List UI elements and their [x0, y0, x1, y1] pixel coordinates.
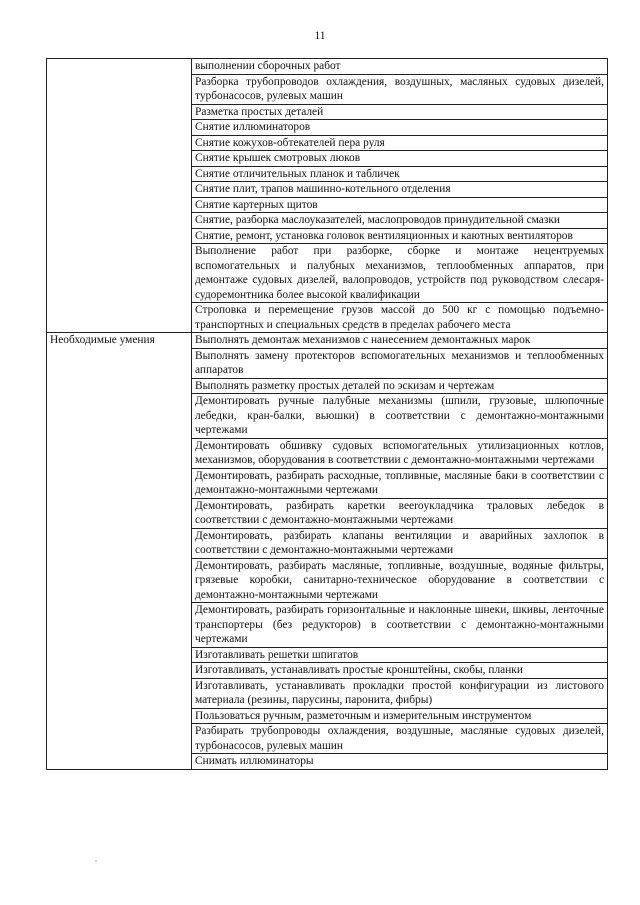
requirement-item: Выполнение работ при разборке, сборке и монтаже нецентруемых вспомогательных и палубных механизмов, теплообменных аппаратов, при демонтаже судовых дизелей, валопроводов, устройств под руководством слесаря-судоремонтника более высокой квалификации: [192, 244, 608, 303]
requirement-item: Снятие, разборка маслоуказателей, маслопроводов принудительной смазки: [192, 213, 608, 229]
requirement-item: Демонтировать, разбирать каретки вееroукладчика траловых лебедок в соответствии с демонтажно-монтажными чертежами: [192, 498, 608, 528]
page-number: 11: [314, 30, 326, 42]
requirements-table: [46, 58, 608, 770]
requirement-item: Разметка простых деталей: [192, 104, 608, 120]
requirement-item: Демонтировать ручные палубные механизмы (шпили, грузовые, шлюпочные лебедки, кран-балки, вьюшки) в соответствии с демонтажно-монтажными чертежами: [192, 394, 608, 439]
table-row: [47, 59, 608, 75]
requirement-item: Снятие, ремонт, установка головок вентиляционных и каютных вентиляторов: [192, 228, 608, 244]
requirement-item: Снятие отличительных планок и табличек: [192, 166, 608, 182]
section-label: Необходимые умения: [47, 333, 192, 770]
scan-speck: [95, 860, 97, 862]
requirement-item: Снятие картерных щитов: [192, 197, 608, 213]
requirement-item: Снятие кожухов-обтекателей пера руля: [192, 135, 608, 151]
requirement-item: Пользоваться ручным, разметочным и измерительным инструментом: [192, 708, 608, 724]
requirement-item: Изготавливать, устанавливать простые кронштейны, скобы, планки: [192, 663, 608, 679]
section-label: [47, 59, 192, 333]
requirement-item: выполнении сборочных работ: [192, 59, 608, 75]
requirement-item: Разборка трубопроводов охлаждения, воздушных, масляных судовых дизелей, турбонасосов, рулевых машин: [192, 74, 608, 104]
requirement-item: Демонтировать, разбирать масляные, топливные, воздушные, водяные фильтры, грязевые коробки, санитарно-техническое оборудование в соответствии с демонтажно-монтажными чертежами: [192, 558, 608, 603]
requirement-item: Строповка и перемещение грузов массой до 500 кг с помощью подъемно-транспортных и специальных средств в пределах рабочего места: [192, 303, 608, 333]
requirement-item: Разбирать трубопроводы охлаждения, воздушные, масляные судовых дизелей, турбонасосов, рулевых машин: [192, 724, 608, 754]
requirement-item: Снятие иллюминаторов: [192, 120, 608, 136]
requirement-item: Выполнять разметку простых деталей по эскизам и чертежам: [192, 378, 608, 394]
requirement-item: Изготавливать решетки шпигатов: [192, 647, 608, 663]
requirement-item: Выполнять демонтаж механизмов с нанесением демонтажных марок: [192, 333, 608, 349]
requirement-item: Демонтировать обшивку судовых вспомогательных утилизационных котлов, механизмов, оборудования в соответствии с демонтажно-монтажными чертежами: [192, 438, 608, 468]
table-row: [47, 333, 608, 349]
requirement-item: Изготавливать, устанавливать прокладки простой конфигурации из листового материала (резины, парусины, паронита, фибры): [192, 678, 608, 708]
requirement-item: Демонтировать, разбирать клапаны вентиляции и аварийных захлопок в соответствии с демонтажно-монтажными чертежами: [192, 528, 608, 558]
requirement-item: Снятие крышек смотровых люков: [192, 151, 608, 167]
requirement-item: Снятие плит, трапов машинно-котельного отделения: [192, 182, 608, 198]
requirements-table-body: [47, 59, 608, 770]
requirement-item: Выполнять замену протекторов вспомогательных механизмов и теплообменных аппаратов: [192, 348, 608, 378]
requirement-item: Демонтировать, разбирать расходные, топливные, масляные баки в соответствии с демонтажно-монтажными чертежами: [192, 468, 608, 498]
requirement-item: Снимать иллюминаторы: [192, 754, 608, 770]
requirement-item: Демонтировать, разбирать горизонтальные и наклонные шнеки, шкивы, ленточные транспортеры (без редукторов) в соответствии с демонтажно-монтажными чертежами: [192, 603, 608, 648]
